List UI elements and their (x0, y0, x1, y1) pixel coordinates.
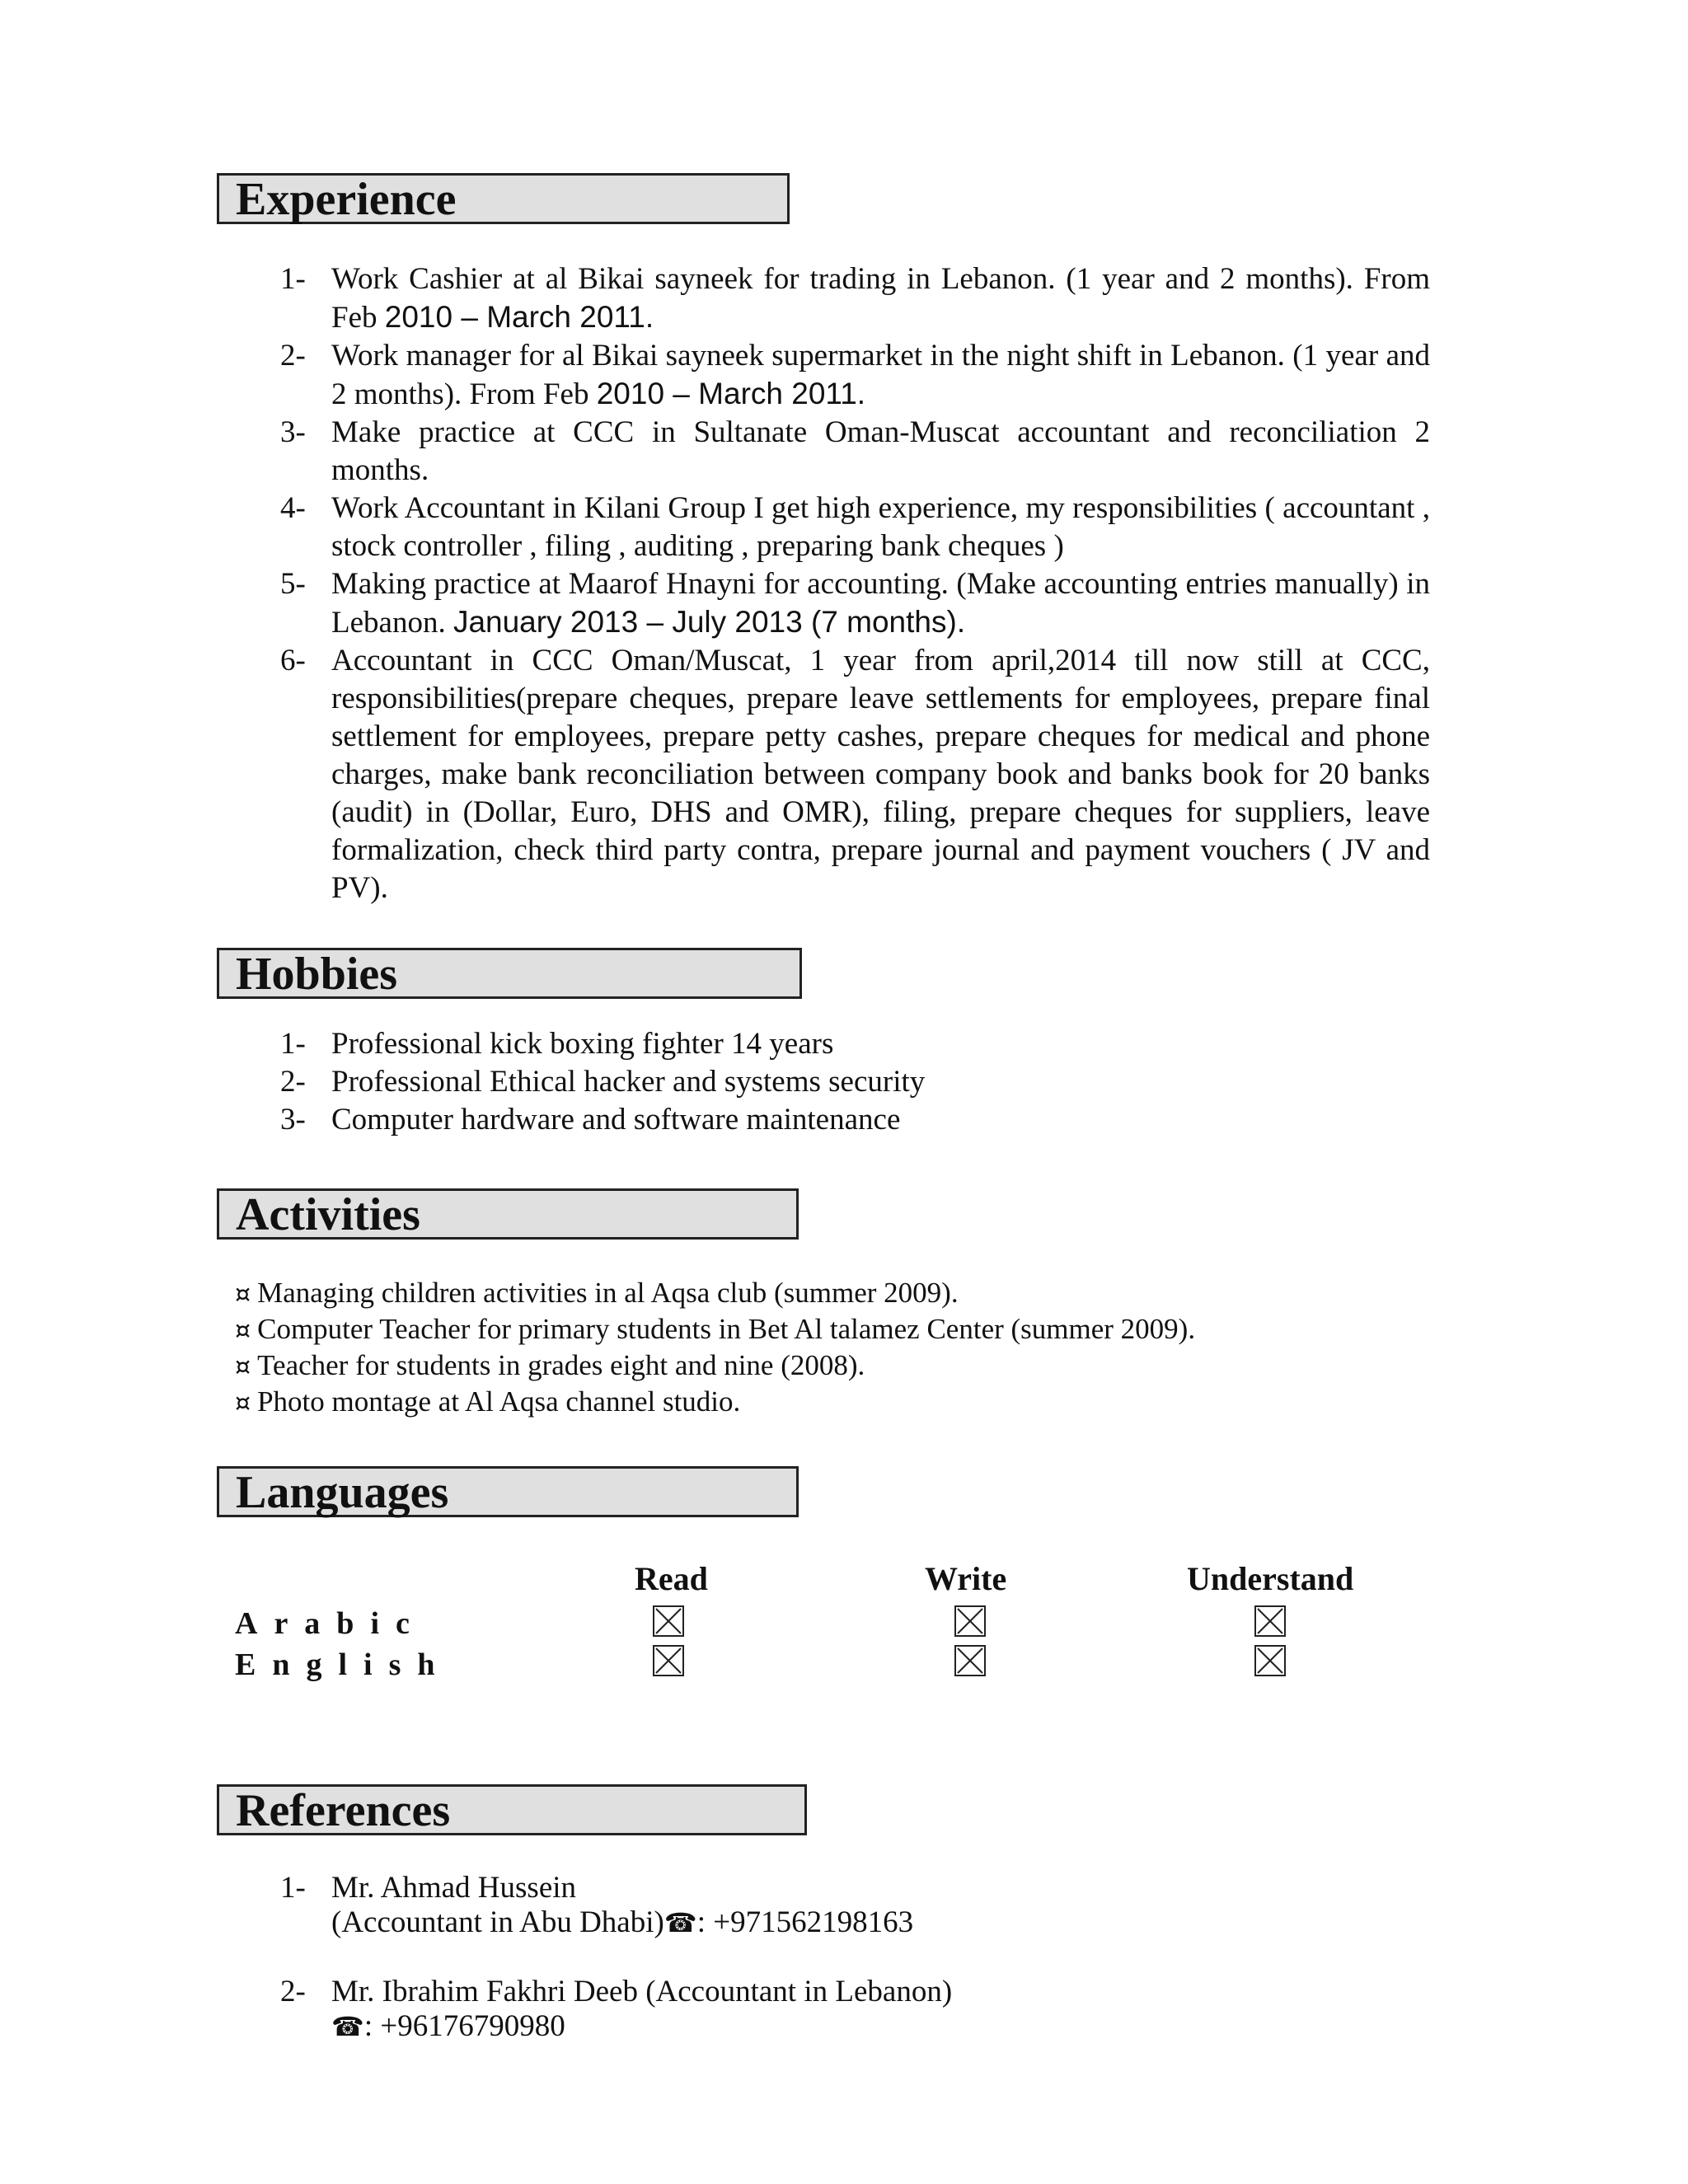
item-number: 4- (280, 491, 306, 525)
item-text: Professional Ethical hacker and systems security (331, 1065, 926, 1099)
item-number: 1- (280, 1871, 306, 1905)
item-number: 3- (280, 1103, 306, 1137)
list-item (280, 337, 1430, 414)
bullet-icon: ¤ (235, 1352, 251, 1381)
bullet-icon: ¤ (235, 1316, 251, 1345)
bullet-icon: ¤ (235, 1280, 251, 1309)
reference-role: (Accountant in Abu Dhabi) (331, 1905, 664, 1939)
language-name-arabic: Arabic (235, 1606, 426, 1641)
item-number: 2- (280, 1975, 306, 2008)
list-item (280, 1975, 1430, 2044)
reference-phone: : +971562198163 (696, 1905, 914, 1939)
item-number: 2- (280, 1065, 306, 1099)
reference-phone: : +96176790980 (363, 2009, 565, 2043)
item-number: 3- (280, 415, 306, 449)
list-item (235, 1385, 1195, 1421)
item-text: Accountant in CCC Oman/Muscat, 1 year from april,2014 till now still at CCC, responsibilities(prepare cheques, prepare leave settlements for employees, prepare final settlement for employees, prepare petty cashes, prepare cheques for medical and phone charges, make bank reconciliation between company book and banks book for 20 banks (audit) in (Dollar, Euro, DHS and OMR), filing, prepare cheques for suppliers, leave formalization, check third party contra, prepare journal and payment vouchers ( JV and PV). (331, 644, 1430, 905)
item-date: 2010 – March 2011. (384, 300, 654, 334)
checkbox-read (653, 1605, 684, 1637)
list-item (280, 414, 1430, 490)
list-item (280, 260, 1430, 337)
item-text: Work manager for al Bikai sayneek supermarket in the night shift in Lebanon. (1 year and 2 months). From Feb (331, 339, 1430, 411)
list-item (280, 642, 1430, 907)
phone-icon: ☎ (331, 2011, 364, 2042)
item-text: Making practice at Maarof Hnayni for accounting. (Make accounting entries manually) in Lebanon. (331, 567, 1430, 640)
column-header-write: Write (925, 1560, 1007, 1597)
language-name-english: English (235, 1647, 452, 1682)
item-text: Work Accountant in Kilani Group I get high experience, my responsibilities ( accountant , stock controller , filing , auditing , preparing bank cheques ) (331, 491, 1430, 563)
checkbox-understand (1254, 1605, 1286, 1637)
item-text: Computer Teacher for primary students in Bet Al talamez Center (summer 2009). (257, 1313, 1196, 1345)
item-text: Work Cashier at al Bikai sayneek for trading in Lebanon. (1 year and 2 months). From Feb (331, 262, 1430, 335)
list-item (235, 1348, 1195, 1385)
phone-icon: ☎ (663, 1907, 697, 1938)
checkbox-understand (1254, 1645, 1286, 1676)
experience-list (280, 260, 1430, 907)
item-date: 2010 – March 2011. (596, 377, 866, 410)
reference-name: Mr. Ahmad Hussein (331, 1871, 577, 1905)
checkbox-write (954, 1645, 986, 1676)
item-number: 5- (280, 567, 306, 601)
item-text: Professional kick boxing fighter 14 years (331, 1027, 834, 1061)
column-header-understand: Understand (1187, 1560, 1354, 1597)
list-item (235, 1276, 1195, 1312)
checkbox-write (954, 1605, 986, 1637)
item-text: Photo montage at Al Aqsa channel studio. (257, 1385, 741, 1418)
item-number: 1- (280, 1027, 306, 1061)
item-text: Make practice at CCC in Sultanate Oman-Muscat accountant and reconciliation 2 months. (331, 415, 1430, 487)
section-header-references: References (217, 1784, 807, 1835)
section-header-hobbies: Hobbies (217, 948, 802, 999)
list-item (280, 490, 1430, 565)
item-text: Teacher for students in grades eight and nine (2008). (257, 1349, 865, 1381)
section-header-activities: Activities (217, 1188, 799, 1240)
references-list (280, 1871, 1430, 2044)
list-item (280, 1063, 1430, 1101)
hobbies-list (280, 1025, 1430, 1139)
list-item (280, 1101, 1430, 1139)
item-text: Managing children activities in al Aqsa club (summer 2009). (257, 1277, 959, 1309)
reference-name: Mr. Ibrahim Fakhri Deeb (Accountant in Lebanon) (331, 1975, 953, 2008)
list-item (280, 1871, 1430, 1940)
checkbox-read (653, 1645, 684, 1676)
section-header-languages: Languages (217, 1466, 799, 1517)
activities-list (235, 1276, 1195, 1421)
list-item (235, 1312, 1195, 1348)
item-date: January 2013 – July 2013 (7 months). (452, 605, 966, 639)
item-number: 1- (280, 262, 306, 296)
list-item (280, 565, 1430, 642)
item-text: Computer hardware and software maintenance (331, 1103, 901, 1137)
section-header-experience: Experience (217, 173, 790, 224)
bullet-icon: ¤ (235, 1389, 251, 1418)
list-item (280, 1025, 1430, 1063)
item-number: 2- (280, 339, 306, 373)
column-header-read: Read (635, 1560, 708, 1597)
item-number: 6- (280, 644, 306, 677)
